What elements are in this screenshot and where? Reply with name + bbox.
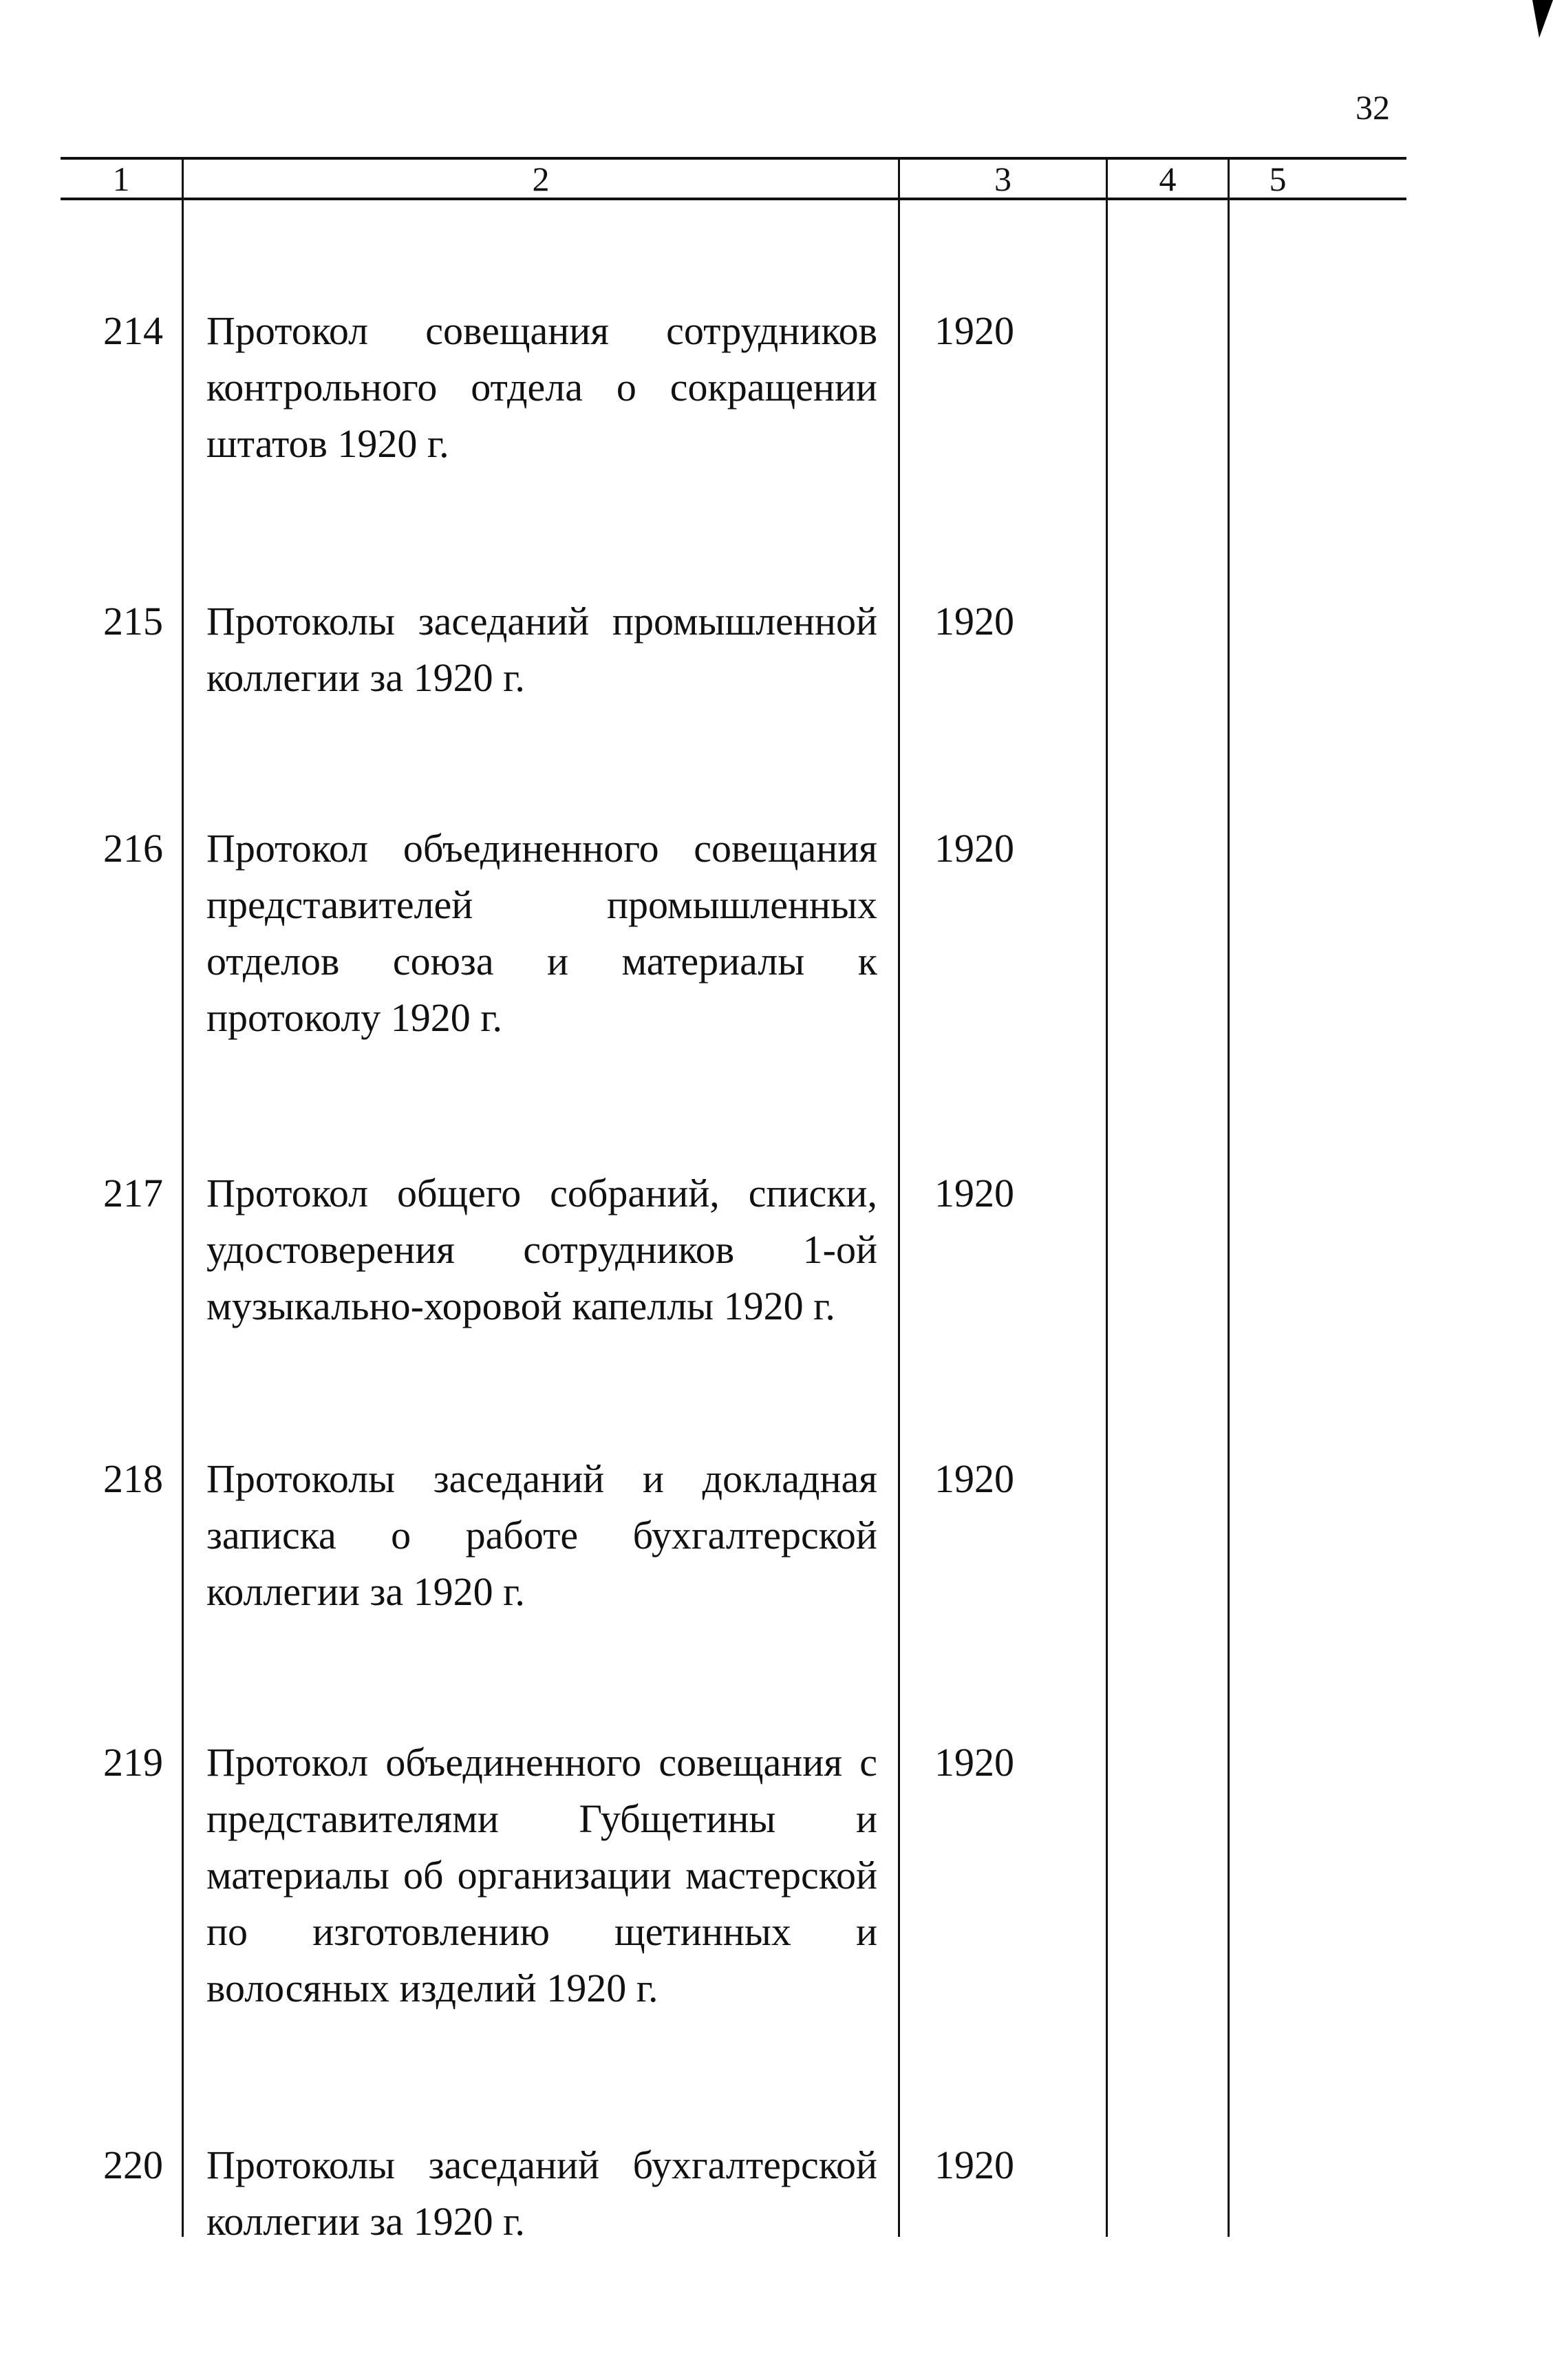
title-word: удостоверения <box>206 1227 455 1272</box>
row-title <box>206 593 877 706</box>
title-word: мастерской <box>685 1853 877 1898</box>
title-line <box>206 1734 877 1791</box>
row-title <box>206 303 877 472</box>
title-word: сотрудников <box>523 1227 735 1272</box>
title-line: протоколу 1920 г. <box>206 995 503 1040</box>
title-word: заседаний <box>418 599 590 644</box>
title-word: заседаний <box>433 1456 605 1501</box>
row-number: 217 <box>103 1171 163 1215</box>
row-title <box>206 820 877 1046</box>
title-line <box>206 1904 877 1960</box>
title-word: изготовлению <box>312 1909 550 1954</box>
title-word: совещания <box>694 826 877 871</box>
title-word: материалы <box>206 1853 389 1898</box>
row-title <box>206 1734 877 2017</box>
title-word: Протоколы <box>206 2143 396 2187</box>
title-line <box>206 933 877 990</box>
row-year: 1920 <box>934 308 1014 353</box>
row-year: 1920 <box>934 1740 1014 1785</box>
title-word: Протокол <box>206 308 369 353</box>
page-number: 32 <box>1356 88 1390 127</box>
row-title <box>206 1451 877 1620</box>
title-word: о <box>616 365 636 410</box>
title-word: представителей <box>206 882 473 927</box>
title-word: докладная <box>702 1456 877 1501</box>
title-word: заседаний <box>428 2143 600 2187</box>
title-word: и <box>547 939 569 984</box>
title-line: коллегии за 1920 г. <box>206 655 525 700</box>
title-word: Протоколы <box>206 1456 396 1501</box>
title-word: списки, <box>748 1171 877 1215</box>
row-number: 219 <box>103 1740 163 1785</box>
title-word: организации <box>457 1853 672 1898</box>
title-line <box>206 1451 877 1507</box>
title-word: отделов <box>206 939 340 984</box>
column-divider-3-4 <box>1106 157 1108 2237</box>
header-col-2: 2 <box>532 160 550 198</box>
title-line: волосяных изделий 1920 г. <box>206 1966 658 2010</box>
title-line <box>206 303 877 359</box>
header-col-3: 3 <box>994 160 1011 198</box>
title-word: сокращении <box>670 365 877 410</box>
row-number: 214 <box>103 308 163 353</box>
column-divider-4-5 <box>1228 157 1230 2237</box>
row-number: 216 <box>103 826 163 871</box>
title-word: и <box>855 1796 877 1841</box>
title-word: Губщетины <box>579 1796 776 1841</box>
title-word: по <box>206 1909 248 1954</box>
title-word: с <box>859 1740 877 1785</box>
title-word: и <box>855 1909 877 1954</box>
title-word: Протокол <box>206 1740 369 1785</box>
row-year: 1920 <box>934 1171 1014 1215</box>
title-line <box>206 1507 877 1564</box>
title-word: общего <box>397 1171 522 1215</box>
title-word: материалы <box>621 939 805 984</box>
title-word: промышленных <box>606 882 877 927</box>
row-number: 220 <box>103 2143 163 2187</box>
title-word: к <box>857 939 877 984</box>
title-word: и <box>642 1456 664 1501</box>
row-number: 215 <box>103 599 163 644</box>
title-word: об <box>403 1853 444 1898</box>
title-word: союза <box>392 939 494 984</box>
title-word: представителями <box>206 1796 499 1841</box>
title-line: музыкально-хоровой капеллы 1920 г. <box>206 1284 835 1328</box>
title-line <box>206 1222 877 1278</box>
title-word: совещания <box>658 1740 843 1785</box>
header-col-1: 1 <box>112 160 130 198</box>
title-word: объединенного <box>403 826 659 871</box>
title-word: щетинных <box>614 1909 791 1954</box>
title-word: записка <box>206 1513 336 1558</box>
title-line <box>206 1165 877 1222</box>
title-line <box>206 820 877 877</box>
title-word: работе <box>465 1513 579 1558</box>
row-year: 1920 <box>934 599 1014 644</box>
row-year: 1920 <box>934 1456 1014 1501</box>
row-year: 1920 <box>934 2143 1014 2187</box>
header-col-4: 4 <box>1159 160 1177 198</box>
title-word: 1-ой <box>802 1227 877 1272</box>
title-line <box>206 359 877 416</box>
header-col-5: 5 <box>1269 160 1287 198</box>
scan-corner-mark <box>1519 0 1553 38</box>
title-word: бухгалтерской <box>632 1513 877 1558</box>
title-word: объединенного <box>385 1740 642 1785</box>
title-word: сотрудников <box>666 308 877 353</box>
title-word: промышленной <box>612 599 877 644</box>
title-word: бухгалтерской <box>632 2143 877 2187</box>
title-line: штатов 1920 г. <box>206 421 449 466</box>
title-line <box>206 877 877 933</box>
title-word: совещания <box>425 308 609 353</box>
title-line <box>206 593 877 650</box>
column-divider-1-2 <box>182 157 184 2237</box>
column-divider-2-3 <box>898 157 900 2237</box>
title-line <box>206 2137 877 2193</box>
title-line <box>206 1847 877 1904</box>
title-word: Протокол <box>206 826 369 871</box>
title-word: о <box>391 1513 411 1558</box>
title-word: Протоколы <box>206 599 396 644</box>
row-title <box>206 1165 877 1335</box>
title-line: коллегии за 1920 г. <box>206 1569 525 1614</box>
title-word: отдела <box>471 365 583 410</box>
title-line: коллегии за 1920 г. <box>206 2199 525 2244</box>
title-word: контрольного <box>206 365 438 410</box>
title-word: собраний, <box>550 1171 720 1215</box>
title-word: Протокол <box>206 1171 369 1215</box>
row-title <box>206 2137 877 2250</box>
title-line <box>206 1791 877 1847</box>
row-year: 1920 <box>934 826 1014 871</box>
row-number: 218 <box>103 1456 163 1501</box>
